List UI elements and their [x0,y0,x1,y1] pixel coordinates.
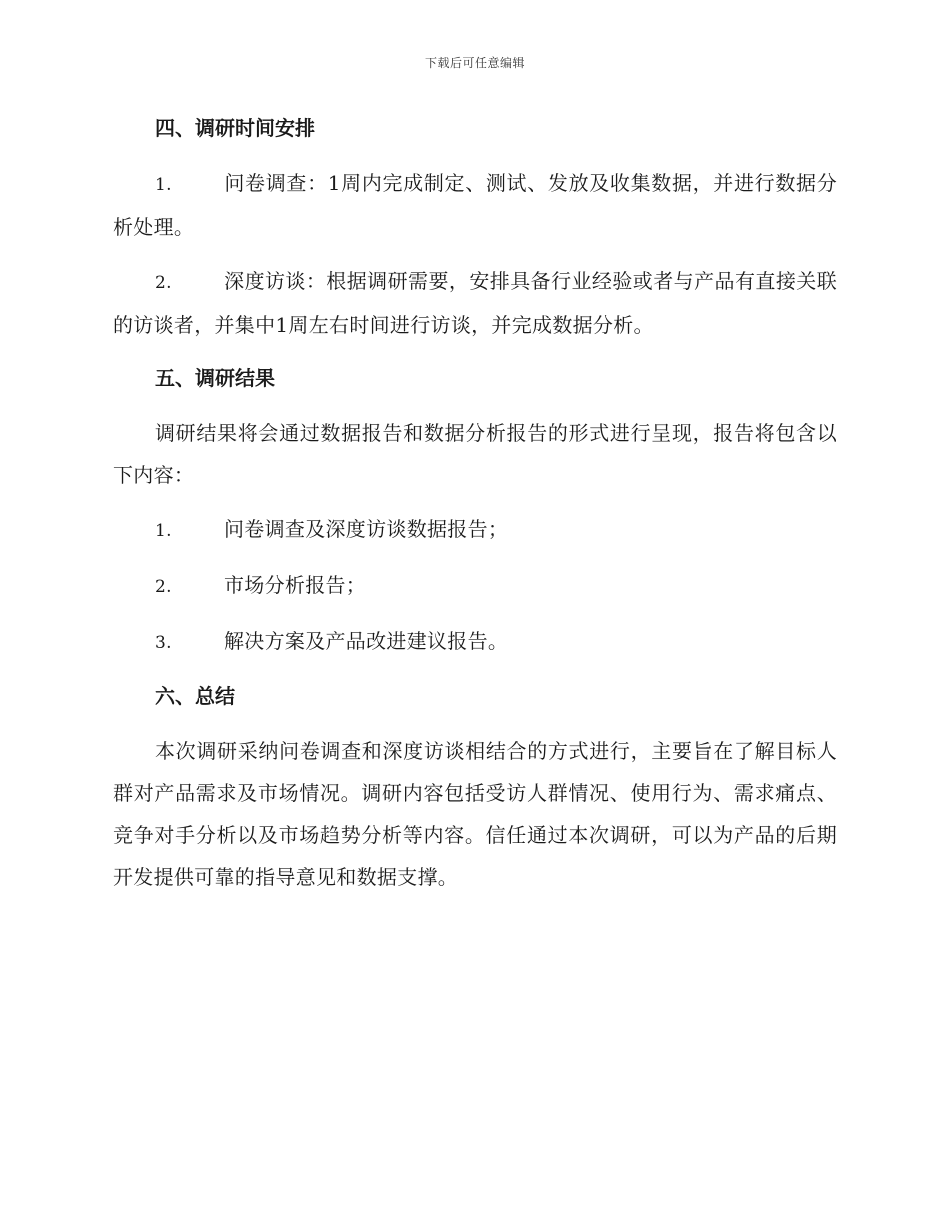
list-item-number: 1. [155,175,172,195]
list-item [113,260,837,346]
list-item-number: 2. [155,577,172,597]
results-intro-paragraph: 调研结果将会通过数据报告和数据分析报告的形式进行呈现，报告将包含以下内容： [113,421,837,487]
list-item-text: 市场分析报告； [224,573,367,597]
list-item-text: 问卷调查及深度访谈数据报告； [224,517,509,541]
page-header-note: 下载后可任意编辑 [424,56,525,70]
document-body [113,108,837,910]
section-heading-results: 五、调研结果 [155,366,275,390]
list-item [113,162,837,248]
list-item-number: 1. [155,521,172,541]
list-item-text: 问卷调查：1周内完成制定、测试、发放及收集数据，并进行数据分析处理。 [113,171,837,239]
list-item [113,508,837,552]
list-item-text: 深度访谈：根据调研需要，安排具备行业经验或者与产品有直接关联的访谈者，并集中1周左右时间进行访谈，并完成数据分析。 [113,269,837,337]
list-item-number: 2. [155,273,172,293]
list-item [113,564,837,608]
list-item-number: 3. [155,633,172,653]
list-item [113,620,837,664]
summary-paragraph: 本次调研采纳问卷调查和深度访谈相结合的方式进行，主要旨在了解目标人群对产品需求及市场情况。调研内容包括受访人群情况、使用行为、需求痛点、竞争对手分析以及市场趋势分析等内容。信任通过本次调研，可以为产品的后期开发提供可靠的指导意见和数据支撑。 [113,739,837,889]
list-item-text: 解决方案及产品改进建议报告。 [224,629,509,653]
section-heading-schedule: 四、调研时间安排 [155,116,315,140]
section-heading-summary: 六、总结 [155,684,235,708]
